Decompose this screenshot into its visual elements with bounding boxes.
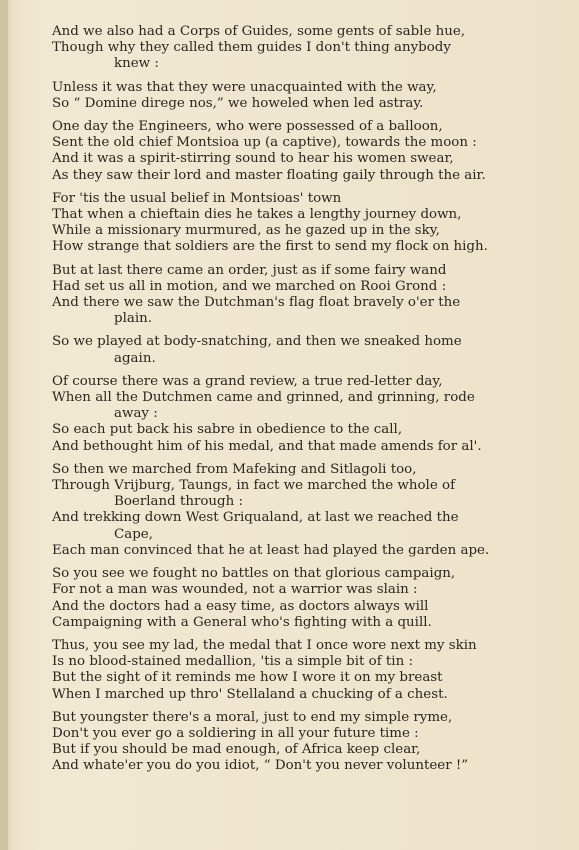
poem-line: Thus, you see my lad, the medal that I once wore next my skin [52, 637, 477, 653]
poem-line: One day the Engineers, who were possessed of a balloon, [52, 119, 443, 135]
poem-line: So then we marched from Mafeking and Sitlagoli too, [52, 461, 417, 477]
poem-line: And it was a spirit-stirring sound to hear his women swear, [52, 151, 454, 167]
stanza [52, 334, 532, 366]
stanza [52, 638, 532, 703]
poem-line: But the sight of it reminds me how I wore it on my breast [52, 670, 443, 686]
poem-line: Sent the old chief Montsioa up (a captive), towards the moon : [52, 135, 477, 151]
poem-line: For not a man was wounded, not a warrior was slain : [52, 582, 418, 598]
poem-line: So we played at body-snatching, and then we sneaked home [52, 334, 462, 350]
poem-line: Boerland through : [114, 494, 244, 510]
poem-line: Cape, [114, 526, 153, 542]
poem-line: While a missionary murmured, as he gazed up in the sky, [52, 223, 440, 239]
poem-line: And there we saw the Dutchman's flag float bravely o'er the [52, 295, 461, 311]
stanza [52, 24, 532, 73]
poem-line: Though why they called them guides I don't thing anybody [52, 40, 451, 56]
paper-left-edge [0, 0, 8, 850]
stanza [52, 119, 532, 184]
stanza [52, 374, 532, 455]
poem-line: And bethought him of his medal, and that made amends for al'. [52, 438, 482, 454]
stanza [52, 263, 532, 328]
stanza [52, 566, 532, 631]
poem-line: How strange that soldiers are the first to send my flock on high. [52, 239, 488, 255]
poem-line: Through Vrijburg, Taungs, in fact we marched the whole of [52, 478, 456, 494]
poem-line: And we also had a Corps of Guides, some gents of sable hue, [52, 24, 466, 39]
poem-line: And trekking down West Griqualand, at last we reached the [52, 510, 459, 526]
poem-line: And whate'er you do you idiot, “ Don't you never volunteer !” [52, 758, 469, 774]
poem-line: So “ Domine direge nos,” we howeled when led astray. [52, 95, 424, 111]
poem-line: But at last there came an order, just as if some fairy wand [52, 262, 447, 278]
poem-line: away : [114, 406, 158, 422]
stanza [52, 80, 532, 112]
poem-line: again. [114, 350, 156, 366]
poem-line: plain. [114, 311, 153, 327]
stanza [52, 191, 532, 256]
poem-line: knew : [114, 56, 159, 72]
poem-line: Each man convinced that he at least had played the garden ape. [52, 542, 490, 558]
poem-line: Is no blood-stained medallion, 'tis a simple bit of tin : [52, 654, 413, 670]
poem-line: But if you should be mad enough, of Africa keep clear, [52, 742, 421, 758]
stanza [52, 462, 532, 559]
poem-line: So each put back his sabre in obedience to the call, [52, 422, 403, 438]
poem-line: When I marched up thro' Stellaland a chucking of a chest. [52, 686, 448, 702]
stanza [52, 710, 532, 775]
poem-line: As they saw their lord and master floating gaily through the air. [52, 167, 486, 183]
poem-line: So you see we fought no battles on that glorious campaign, [52, 566, 456, 582]
poem-text [52, 24, 532, 782]
poem-line: That when a chieftain dies he takes a lengthy journey down, [52, 207, 462, 223]
poem-line: And the doctors had a easy time, as doctors always will [52, 598, 429, 614]
poem-line: When all the Dutchmen came and grinned, and grinning, rode [52, 390, 475, 406]
poem-line: Campaigning with a General who's fighting with a quill. [52, 614, 432, 630]
poem-line: But youngster there's a moral, just to end my simple ryme, [52, 709, 453, 725]
poem-line: Of course there was a grand review, a true red-letter day, [52, 373, 443, 389]
poem-line: Unless it was that they were unacquainted with the way, [52, 79, 437, 95]
poem-line: Don't you ever go a soldiering in all your future time : [52, 725, 419, 741]
poem-line: For 'tis the usual belief in Montsioas' town [52, 190, 342, 206]
poem-line: Had set us all in motion, and we marched on Rooi Grond : [52, 278, 447, 294]
